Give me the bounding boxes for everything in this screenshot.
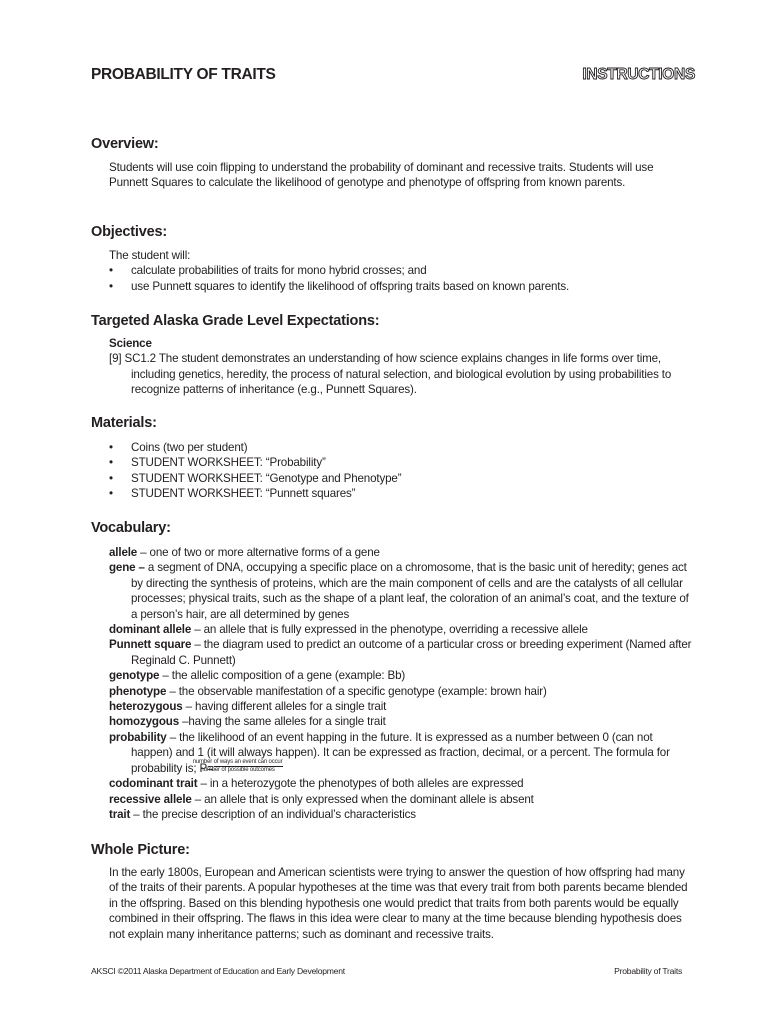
vocab-entry: codominant trait – in a heterozygote the phenotypes of both alleles are expressed <box>109 777 524 791</box>
materials-heading: Materials: <box>91 415 157 431</box>
gle-section <box>109 336 695 398</box>
whole-picture-section <box>109 865 695 942</box>
whole-picture-heading: Whole Picture: <box>91 842 190 858</box>
overview-section <box>109 160 695 191</box>
vocab-entry: dominant allele – an allele that is fully expressed in the phenotype, overriding a recessive allele <box>109 623 588 637</box>
footer-copyright: AKSCI ©2011 Alaska Department of Education and Early Development <box>91 966 345 976</box>
gle-text: [9] SC1.2 The student demonstrates an understanding of how science explains changes in life forms over time, including genetics, heredity, the process of natural selection, and biological evolution by using probabilities to recognize patterns of inheritance (e.g., Punnett Squares). <box>109 352 672 397</box>
vocabulary-list <box>109 545 695 822</box>
material-item: • Coins (two per student) <box>109 441 248 454</box>
vocab-entry: recessive allele – an allele that is only expressed when the dominant allele is absent <box>109 792 534 806</box>
footer-title: Probability of Traits <box>614 966 682 976</box>
gle-subject: Science <box>109 337 152 350</box>
material-item: • STUDENT WORKSHEET: “Genotype and Phenotype” <box>109 471 402 485</box>
vocab-entry: trait – the precise description of an individual’s characteristics <box>109 807 416 821</box>
material-item: • STUDENT WORKSHEET: “Probability” <box>109 456 326 470</box>
page-header <box>91 66 695 88</box>
gle-heading: Targeted Alaska Grade Level Expectations: <box>91 313 380 329</box>
overview-text: Students will use coin flipping to understand the probability of dominant and recessive traits. Students will use Punnett Squares to calculate the likelihood of genotype and phenotype of offspring from known parents. <box>109 161 654 190</box>
objective-item: • use Punnett squares to identify the likelihood of offspring traits based on known parents. <box>109 279 570 293</box>
objective-item: • calculate probabilities of traits for mono hybrid crosses; and <box>109 264 427 278</box>
materials-list <box>109 440 695 502</box>
vocab-entry-probability: probability – the likelihood of an event happing in the future. It is expressed as a number between 0 (can not happen) and 1 (it will always happen). It can be expressed as fraction, decimal, or a percent. The formula for probability is; P= $\frac{\text{number of ways an event can occur}}{\text{number of possible outcomes}}$ <box>109 730 670 775</box>
probability-formula <box>192 759 284 774</box>
vocab-entry: Punnett square – the diagram used to predict an outcome of a particular cross or breeding experiment (Named after Reginald C. Punnett) <box>109 638 692 667</box>
vocab-entry: homozygous –having the same alleles for a single trait <box>109 715 386 729</box>
overview-heading: Overview: <box>91 136 159 152</box>
vocabulary-heading: Vocabulary: <box>91 520 171 536</box>
objectives-intro: The student will: <box>109 249 191 262</box>
formula-denominator: number of possible outcomes <box>200 767 275 774</box>
page-title: PROBABILITY OF TRAITS <box>91 66 276 83</box>
vocab-entry: allele – one of two or more alternative forms of a gene <box>109 546 380 559</box>
objectives-section <box>109 248 695 294</box>
vocab-entry: phenotype – the observable manifestation of a specific genotype (example: brown hair) <box>109 684 547 698</box>
vocab-entry: genotype – the allelic composition of a gene (example: Bb) <box>109 669 406 683</box>
whole-picture-text: In the early 1800s, European and American scientists were trying to answer the question of how offspring had many of the traits of their parents. A popular hypotheses at the time was that every trait from both parents became blended in the offspring. Based on this blending hypothesis one would predict that traits from both parents would be equally combined in their offspring. The flaws in this idea were clear to many at the time because blending hypothesis does not explain many inheritance patterns; such as dominant and recessive traits. <box>109 866 688 941</box>
vocab-entry: gene – a segment of DNA, occupying a specific place on a chromosome, that is the basic unit of heredity; genes act by directing the synthesis of proteins, which are the main component of cells and are the catalysts of all cellular processes; physical traits, such as the shape of a plant leaf, the coloration of an animal’s coat, and the texture of a person’s hair, are all determined by genes <box>109 561 689 621</box>
formula-numerator: number of ways an event can occur <box>192 759 283 766</box>
section-label: INSTRUCTIONS <box>582 66 695 83</box>
vocab-entry: heterozygous – having different alleles for a single trait <box>109 700 387 714</box>
objectives-heading: Objectives: <box>91 224 167 240</box>
material-item: • STUDENT WORKSHEET: “Punnett squares” <box>109 487 356 501</box>
